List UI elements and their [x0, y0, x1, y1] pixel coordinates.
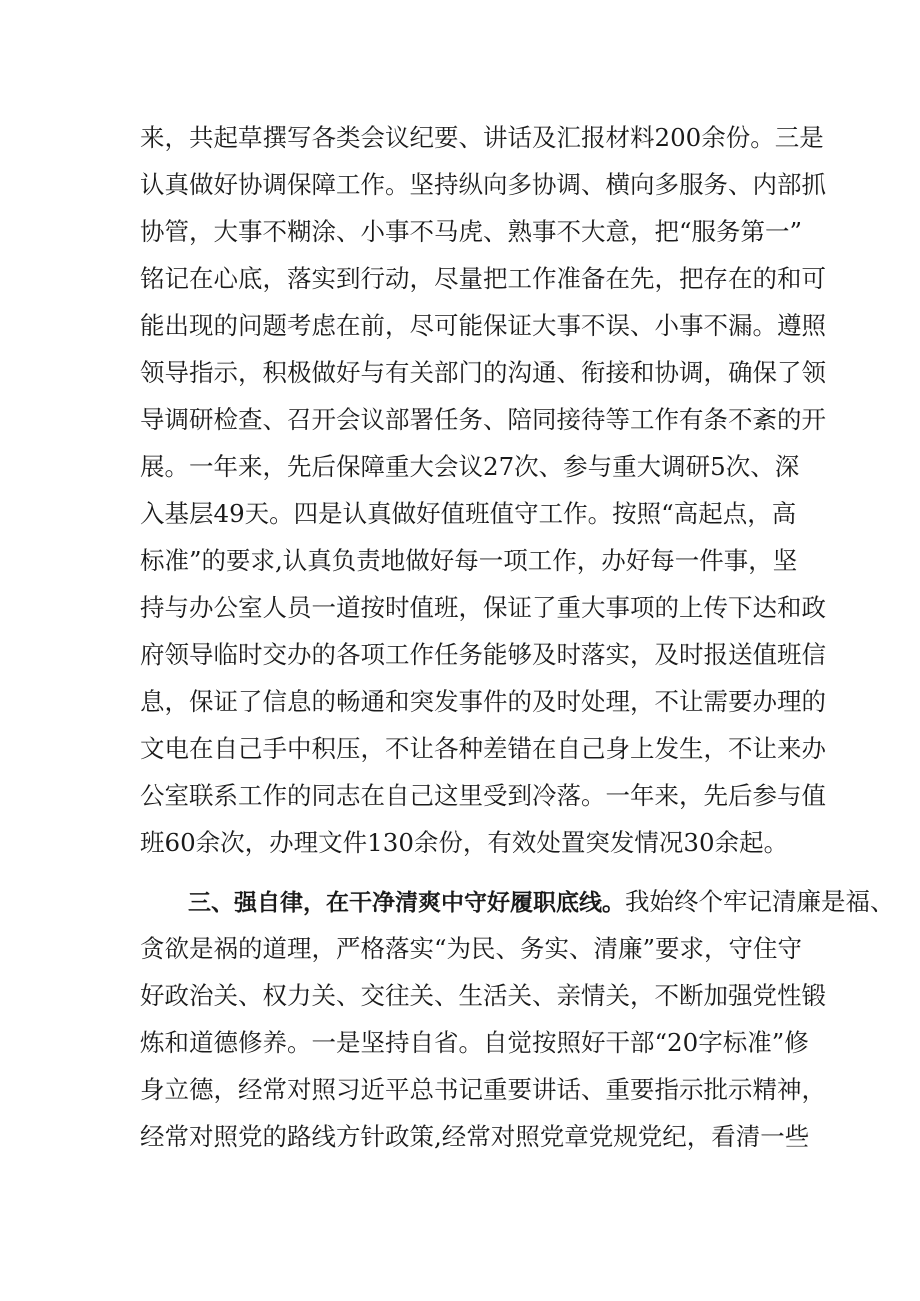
body-line: 标准”的要求,认真负责地做好每一项工作，办好每一件事，坚	[140, 546, 798, 575]
body-line: 能出现的问题考虑在前，尽可能保证大事不误、小事不漏。遵照	[140, 311, 826, 340]
body-line: 入基层49天。四是认真做好值班值守工作。按照“高起点，高	[140, 499, 797, 528]
body-line: 铭记在心底，落实到行动，尽量把工作准备在先，把存在的和可	[140, 264, 826, 293]
section-heading-rest: 我始终个牢记清廉是福、	[625, 887, 895, 916]
body-line: 府领导临时交办的各项工作任务能够及时落实，及时报送值班信	[140, 640, 826, 669]
body-line-paragraph-end: 班60余次，办理文件130余份，有效处置突发情况30余起。	[140, 828, 789, 857]
body-line: 导调研检查、召开会议部署任务、陪同接待等工作有条不紊的开	[140, 405, 826, 434]
body-line: 认真做好协调保障工作。坚持纵向多协调、横向多服务、内部抓	[140, 170, 826, 199]
body-line: 文电在自己手中积压，不让各种差错在自己身上发生，不让来办	[140, 734, 826, 763]
body-line: 协管，大事不糊涂、小事不马虎、熟事不大意，把“服务第一”	[140, 217, 803, 246]
body-line: 展。一年来，先后保障重大会议27次、参与重大调研5次、深	[140, 452, 800, 481]
body-line: 好政治关、权力关、交往关、生活关、亲情关，不断加强党性锻	[140, 981, 826, 1010]
body-line: 炼和道德修养。一是坚持自省。自觉按照好干部“20字标准”修	[140, 1028, 809, 1057]
section-heading: 三、强自律，在干净清爽中守好履职底线。	[188, 890, 625, 916]
body-line: 来，共起草撰写各类会议纪要、讲话及汇报材料200余份。三是	[140, 123, 824, 152]
section-heading-line	[188, 882, 895, 922]
body-line: 持与办公室人员一道按时值班，保证了重大事项的上传下达和政	[140, 593, 826, 622]
body-line: 领导指示，积极做好与有关部门的沟通、衔接和协调，确保了领	[140, 358, 826, 387]
body-line: 经常对照党的路线方针政策,经常对照党章党规党纪，看清一些	[140, 1122, 810, 1151]
body-line: 息，保证了信息的畅通和突发事件的及时处理，不让需要办理的	[140, 687, 826, 716]
body-line: 贪欲是祸的道理，严格落实“为民、务实、清廉”要求，守住守	[140, 934, 803, 963]
body-line: 身立德，经常对照习近平总书记重要讲话、重要指示批示精神，	[140, 1075, 826, 1104]
body-line: 公室联系工作的同志在自己这里受到冷落。一年来，先后参与值	[140, 781, 826, 810]
